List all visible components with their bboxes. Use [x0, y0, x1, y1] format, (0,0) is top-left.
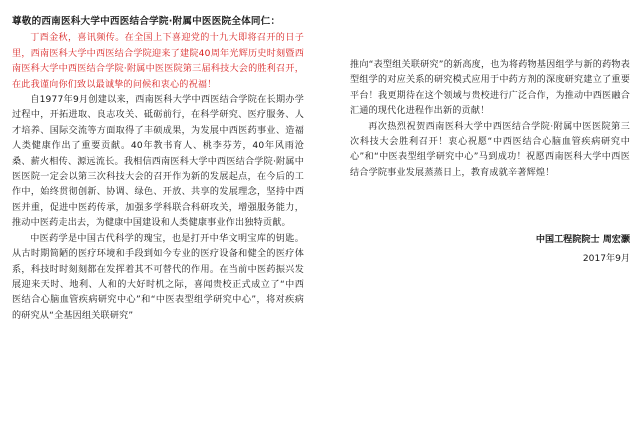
letter-date: 2017年9月	[582, 254, 630, 264]
signature: 中国工程院院士 周宏灏	[535, 235, 630, 245]
body-paragraph-1: 自1977年9月创建以来，西南医科大学中西医结合学院在长期办学过程中，开拓进取、良志攻关、砥砺前行，在科学研究、医疗服务、人才培养、国际交流等方面取得了丰硕成果，为发展中西医药事业、造福人类健康作出了重要贡献。40年教书育人、桃李芬芳，40年风雨沧桑、薪火相传、源远流长。我相信西南医科大学中西医结合学院·附属中医医院一定会以第三次科技大会的召开作为新的发展起点，在今后的工作中，始终贯彻创新、协调、绿色、开放、共享的发展理念，坚持中西医并重，促进中医药传承，加强多学科联合科研攻关，增强服务能力，推动中医药走出去，为健康中国建设和人类健康事业作出独特贡献。	[12, 95, 304, 229]
body-paragraph-2: 中医药学是中国古代科学的瑰宝，也是打开中华文明宝库的钥匙。从古时期简陋的医疗环境和手段到如今专业的医疗设备和健全的医疗体系，科技时时刻刻都在发挥着其不可替代的作用。在当前中医药振兴发展迎来天时、地利、人和的大好时机之际，喜闻贵校正式成立了“中西医结合心脑血管疾病研究中心”和“中医表型组学研究中心”，将对疾病的研究从“全基因组关联研究”	[12, 233, 304, 321]
letter-right-column	[350, 58, 630, 181]
letter-title: 尊敬的西南医科大学中西医结合学院·附属中医医院全体同仁：	[12, 16, 281, 27]
closing-paragraph: 再次热烈祝贺西南医科大学中西医结合学院·附属中医医院第三次科技大会胜利召开！衷心祝愿“中西医结合心脑血管疾病研究中心”和“中医表型组学研究中心”马到成功！祝愿西南医科大学中西医结合学院事业发展蒸蒸日上，教育成就辛著辉煌！	[350, 121, 630, 178]
letter-left-column	[12, 14, 304, 324]
body-paragraph-3: 推向“表型组关联研究”的新高度，也为将药物基因组学与新的药物表型组学的对应关系的研究模式应用于中药方剂的深度研究建立了重要平台！我更期待在这个领域与贵校进行广泛合作，为推动中西医融合汇通的现代化进程作出新的贡献！	[350, 60, 630, 117]
greeting-paragraph: 丁酉金秋，喜讯频传。在全国上下喜迎党的十九大即将召开的日子里，西南医科大学中西医结合学院迎来了建院40周年光辉历史时刻暨西南医科大学中西医结合学院·附属中医医院第三届科技大会的胜利召开，在此我谨向你们致以最诚挚的问候和衷心的祝福！	[12, 33, 304, 90]
